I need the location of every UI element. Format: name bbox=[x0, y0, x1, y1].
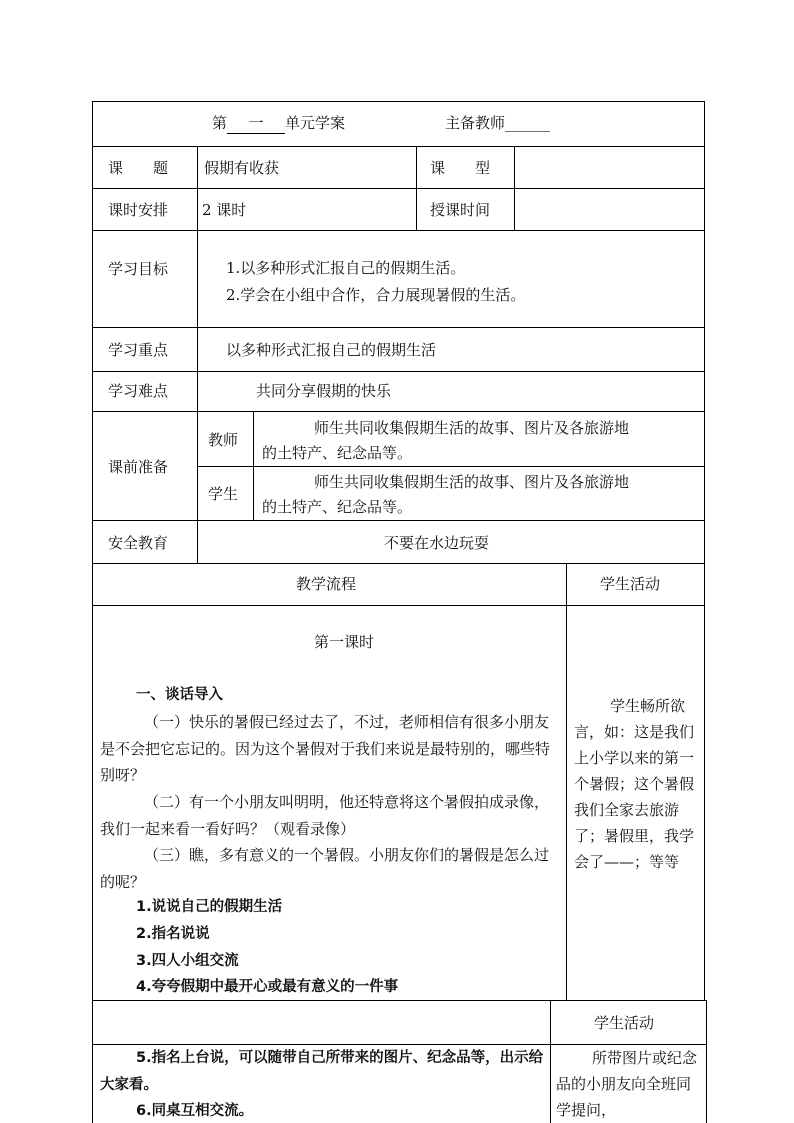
border bbox=[92, 101, 93, 1000]
border bbox=[92, 520, 705, 521]
unit-title bbox=[212, 113, 345, 134]
step-2: 2.指名说说 bbox=[136, 926, 210, 942]
topic-label: 课 题 bbox=[108, 159, 169, 177]
activity-header: 学生活动 bbox=[600, 575, 661, 593]
step-3: 3.四人小组交流 bbox=[136, 953, 239, 969]
paragraph-5: 5.指名上台说，可以随带自己所带来的图片、纪念品等，出示给大家看。 bbox=[100, 1050, 544, 1093]
prep-teacher-line2: 的土特产、纪念品等。 bbox=[262, 444, 413, 462]
unit-suffix: 单元学案 bbox=[285, 114, 346, 132]
safety-label: 安全教育 bbox=[108, 534, 169, 552]
unit-prefix: 第 bbox=[212, 114, 228, 132]
prep-teacher-line1: 师生共同收集假期生活的故事、图片及各旅游地 bbox=[314, 419, 630, 437]
student-activity-1: 学生畅所欲言，如：这是我们上小学以来的第一个暑假；这个暑假我们全家去旅游了；暑假里，我学会了——；等等 bbox=[574, 697, 695, 871]
step-1: 1.说说自己的假期生活 bbox=[136, 899, 283, 915]
prep-teacher-label: 教师 bbox=[208, 431, 239, 449]
unit-number: 一 bbox=[227, 113, 285, 134]
topic-value: 假期有收获 bbox=[204, 159, 280, 177]
border bbox=[197, 146, 198, 563]
border bbox=[92, 371, 705, 372]
difficulty-value: 共同分享假期的快乐 bbox=[256, 382, 392, 400]
border bbox=[92, 230, 705, 231]
border bbox=[92, 101, 705, 102]
border bbox=[92, 146, 705, 147]
border bbox=[514, 146, 515, 230]
step-4: 4.夸夸假期中最开心或最有意义的一件事 bbox=[136, 979, 399, 995]
border bbox=[92, 563, 705, 564]
paragraph-1: （一）快乐的暑假已经过去了，不过，老师相信有很多小朋友是不会把它忘记的。因为这个暑假对于我们来说是最特别的，哪些特别呀？ bbox=[100, 713, 551, 784]
teacher-label: 主备教师 bbox=[445, 114, 506, 132]
hours-label: 课时安排 bbox=[108, 201, 169, 219]
key-point-label: 学习重点 bbox=[108, 341, 169, 359]
goal-item-1: 1.以多种形式汇报自己的假期生活。 bbox=[226, 259, 466, 277]
process-header: 教学流程 bbox=[296, 575, 357, 593]
border bbox=[92, 327, 705, 328]
prep-student-label: 学生 bbox=[208, 485, 239, 503]
activity-header-2: 学生活动 bbox=[594, 1014, 655, 1032]
teacher-blank: ______ bbox=[505, 114, 551, 132]
goal-item-2: 2.学会在小组中合作，合力展现暑假的生活。 bbox=[226, 286, 526, 304]
prep-student-line1: 师生共同收集假期生活的故事、图片及各旅游地 bbox=[314, 473, 630, 491]
paragraph-6: 6.同桌互相交流。 bbox=[136, 1103, 254, 1119]
border bbox=[197, 466, 705, 467]
border bbox=[566, 563, 567, 1000]
teacher-field bbox=[445, 113, 550, 133]
lesson-type-label: 课 型 bbox=[430, 159, 491, 177]
border bbox=[704, 101, 705, 1000]
prep-student-line2: 的土特产、纪念品等。 bbox=[262, 498, 413, 516]
safety-value: 不要在水边玩耍 bbox=[384, 534, 490, 552]
border bbox=[706, 1000, 707, 1123]
teach-time-label: 授课时间 bbox=[430, 201, 491, 219]
student-activity-2: 所带图片或纪念品的小朋友向全班同学提问， bbox=[556, 1049, 698, 1119]
border bbox=[416, 146, 417, 230]
difficulty-label: 学习难点 bbox=[108, 382, 169, 400]
paragraph-3: （三）瞧，多有意义的一个暑假。小朋友你们的暑假是怎么过的呢？ bbox=[100, 846, 550, 891]
key-point-value: 以多种形式汇报自己的假期生活 bbox=[226, 341, 437, 359]
border bbox=[92, 411, 705, 412]
border bbox=[92, 188, 705, 189]
border bbox=[92, 1000, 93, 1123]
paragraph-2: （二）有一个小朋友叫明明，他还特意将这个暑假拍成录像，我们一起来看一看好吗？（观看录像） bbox=[100, 793, 550, 838]
prep-label: 课前准备 bbox=[108, 458, 169, 476]
hours-value: 2 课时 bbox=[202, 201, 247, 219]
section-title: 一、谈话导入 bbox=[136, 687, 223, 703]
border bbox=[253, 411, 254, 520]
goals-label: 学习目标 bbox=[108, 260, 169, 278]
border bbox=[92, 605, 705, 606]
lesson-title: 第一课时 bbox=[314, 633, 375, 651]
border bbox=[92, 1000, 707, 1001]
border bbox=[550, 1000, 551, 1123]
